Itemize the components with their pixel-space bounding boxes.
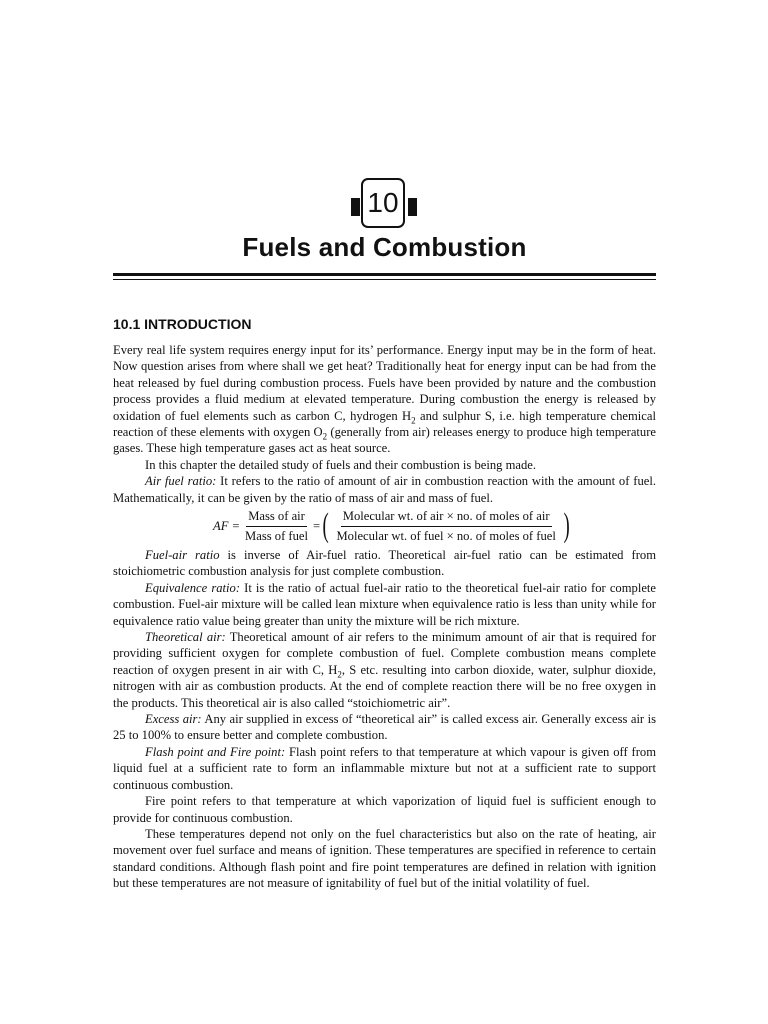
air-fuel-ratio-paragraph: Air fuel ratio: It refers to the ratio of amount of air in combustion reaction with the amount of fuel. Mathematically, it can be given by the ratio of mass of air and mass of fuel. <box>113 474 656 505</box>
molar-numerator: Molecular wt. of air × no. of moles of air <box>341 509 552 527</box>
title-rule-thin <box>113 279 656 280</box>
chapter-number-badge <box>352 178 416 230</box>
chapter-number: 10 <box>361 178 405 228</box>
molar-fraction <box>334 509 557 544</box>
excess-air-paragraph: Excess air: Any air supplied in excess of “theoretical air” is called excess air. Generally excess air is 25 to 100% to ensure better and complete combustion. <box>113 712 656 743</box>
flash-point-paragraph: Flash point and Fire point: Flash point refers to that temperature at which vapour is given off from liquid fuel at a sufficient rate to form an inflammable mixture but not at a sufficient rate to support continuous combustion. <box>113 744 656 792</box>
right-paren: ) <box>563 507 570 544</box>
badge-left-bar <box>351 198 360 216</box>
definitions-text-block <box>113 547 656 892</box>
title-rule-thick <box>113 273 656 276</box>
badge-right-bar <box>408 198 417 216</box>
equivalence-ratio-paragraph: Equivalence ratio: It is the ratio of actual fuel-air ratio to the theoretical fuel-air ratio for complete combustion. Fuel-air mixture will be called lean mixture when equivalence ratio is less than unity while for equivalence ratio value being greater than unity the mixture will be rich mixture. <box>113 580 656 628</box>
chapter-scope-paragraph: In this chapter the detailed study of fuels and their combustion is being made. <box>145 457 537 472</box>
temperatures-paragraph: These temperatures depend not only on the fuel characteristics but also on the rate of heating, air movement over fuel surface and means of ignition. These temperatures are specified in reference to certain standard conditions. Although flash point and fire point temperatures are defined in relation with ignition but these temperatures are not measure of ignitability of fuel but of the initial volatility of fuel. <box>113 826 656 891</box>
intro-paragraph: Every real life system requires energy input for its’ performance. Energy input may be in the form of heat. Now question arises from where shall we get heat? Traditionally heat for energy input can be had from the heat released by fuel during combustion process. Fuels have been provided by nature and the combustion process provides a fluid medium at elevated temperature. During combustion the energy is released by oxidation of fuel elements such as carbon C, hydrogen $H_2$ and sulphur S, i.e. high temperature chemical reaction of these elements with oxygen $O_2$ (generally from air) releases energy to produce high temperature gases. These high temperature gases act as heat source. <box>113 343 656 456</box>
intro-text-block <box>113 342 656 506</box>
mass-denominator: Mass of fuel <box>245 528 309 543</box>
mass-fraction <box>243 509 310 544</box>
formula-equals: = <box>313 518 321 533</box>
section-heading: 10.1 INTRODUCTION <box>113 316 252 332</box>
fire-point-paragraph: Fire point refers to that temperature at which vaporization of liquid fuel is sufficient enough to provide for continuous combustion. <box>113 794 656 825</box>
left-paren: ( <box>322 507 329 544</box>
af-formula <box>213 508 572 544</box>
mass-numerator: Mass of air <box>246 509 307 527</box>
chapter-title: Fuels and Combustion <box>242 232 527 262</box>
formula-lhs: AF = <box>213 518 241 533</box>
molar-denominator: Molecular wt. of fuel × no. of moles of fuel <box>336 528 556 543</box>
theoretical-air-paragraph: Theoretical air: Theoretical amount of air refers to the minimum amount of air that is required for providing sufficient oxygen for complete combustion of fuel. Complete combustion means complete reaction of oxygen present in air with C, $H_2$, S etc. resulting into carbon dioxide, water, sulphur dioxide, nitrogen with air as combustion products. At the end of complete reaction there will be no free oxygen in the products. This theoretical air is also called “stoichiometric air”. <box>113 630 656 710</box>
fuel-air-ratio-paragraph: Fuel-air ratio is inverse of Air-fuel ratio. Theoretical air-fuel ratio can be estimated from stoichiometric combustion analysis for just complete combustion. <box>113 548 656 579</box>
